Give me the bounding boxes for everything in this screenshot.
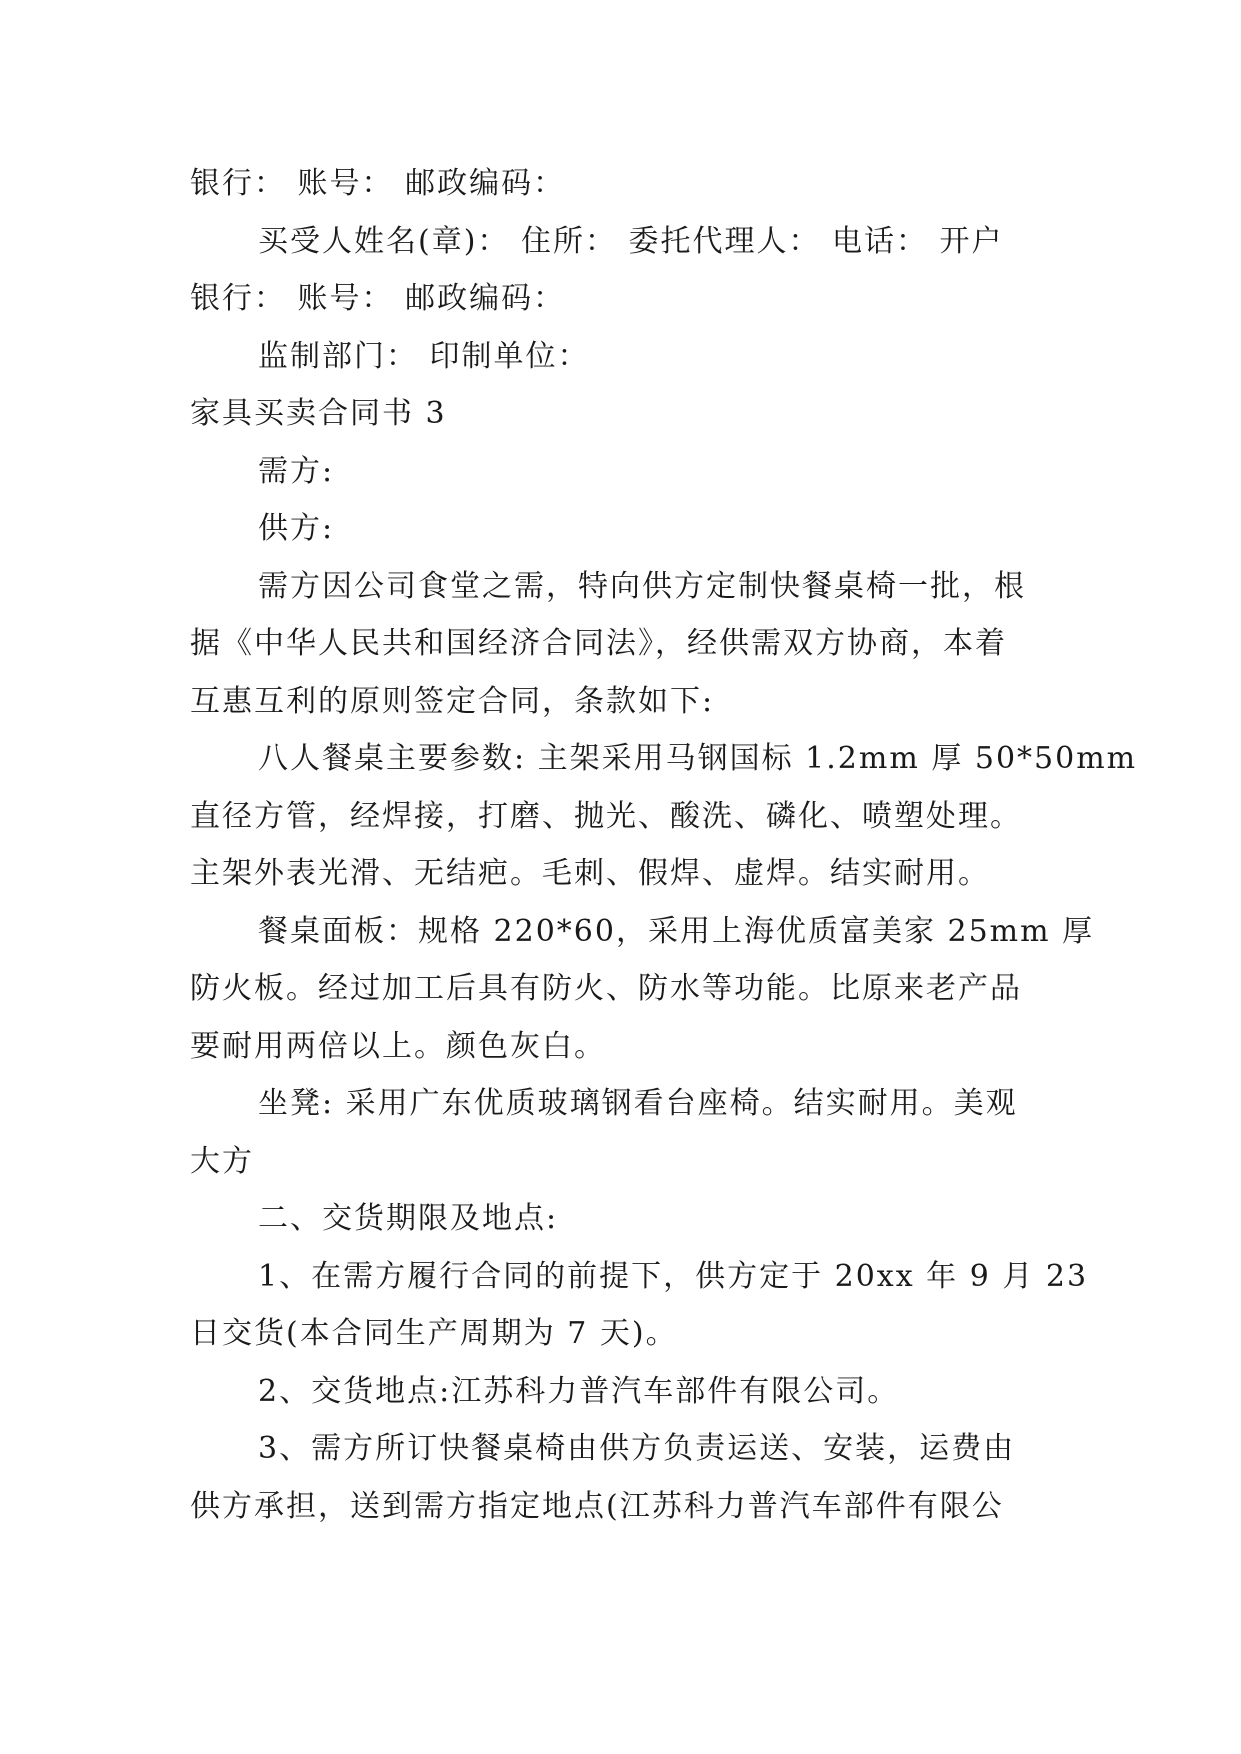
- text-line: 主架外表光滑、无结疤。毛刺、假焊、虚焊。结实耐用。: [190, 856, 990, 891]
- text-line: 监制部门： 印制单位：: [258, 338, 590, 374]
- text-line: 要耐用两倍以上。颜色灰白。: [190, 1028, 606, 1064]
- text-line: 2、交货地点:江苏科力普汽车部件有限公司。: [258, 1373, 900, 1409]
- text-line: 需方:: [258, 453, 335, 489]
- text-line: 防火板。经过加工后具有防火、防水等功能。比原来老产品: [190, 971, 1022, 1006]
- text-line: 银行： 账号： 邮政编码：: [190, 281, 566, 316]
- section-title: 家具买卖合同书 3: [190, 396, 447, 431]
- text-line: 大方: [190, 1143, 254, 1179]
- text-line: 买受人姓名(章)： 住所： 委托代理人： 电话： 开户: [258, 223, 1004, 259]
- text-line: 银行： 账号： 邮政编码：: [190, 166, 566, 201]
- text-line: 八人餐桌主要参数: 主架采用马钢国标 1.2mm 厚 50*50mm: [258, 741, 1138, 776]
- document-body: [190, 155, 1138, 1535]
- text-line: 互惠互利的原则签定合同，条款如下:: [190, 683, 715, 719]
- text-line: 据《中华人民共和国经济合同法》，经供需双方协商，本着: [190, 626, 1007, 661]
- text-line: 供方承担，送到需方指定地点(江苏科力普汽车部件有限公: [190, 1488, 1004, 1524]
- text-line: 直径方管，经焊接，打磨、抛光、酸洗、磷化、喷塑处理。: [190, 798, 1022, 834]
- text-line: 二、交货期限及地点:: [258, 1201, 559, 1236]
- text-line: 餐桌面板：规格 220*60，采用上海优质富美家 25mm 厚: [258, 913, 1095, 949]
- text-line: 坐凳: 采用广东优质玻璃钢看台座椅。结实耐用。美观: [258, 1086, 1018, 1121]
- text-line: 1、在需方履行合同的前提下，供方定于 20xx 年 9 月 23: [258, 1258, 1089, 1294]
- text-line: 供方:: [258, 511, 335, 546]
- text-line: 3、需方所订快餐桌椅由供方负责运送、安装，运费由: [258, 1431, 1016, 1466]
- text-line: 日交货(本合同生产周期为 7 天)。: [190, 1316, 678, 1351]
- text-line: 需方因公司食堂之需，特向供方定制快餐桌椅一批，根: [258, 568, 1026, 604]
